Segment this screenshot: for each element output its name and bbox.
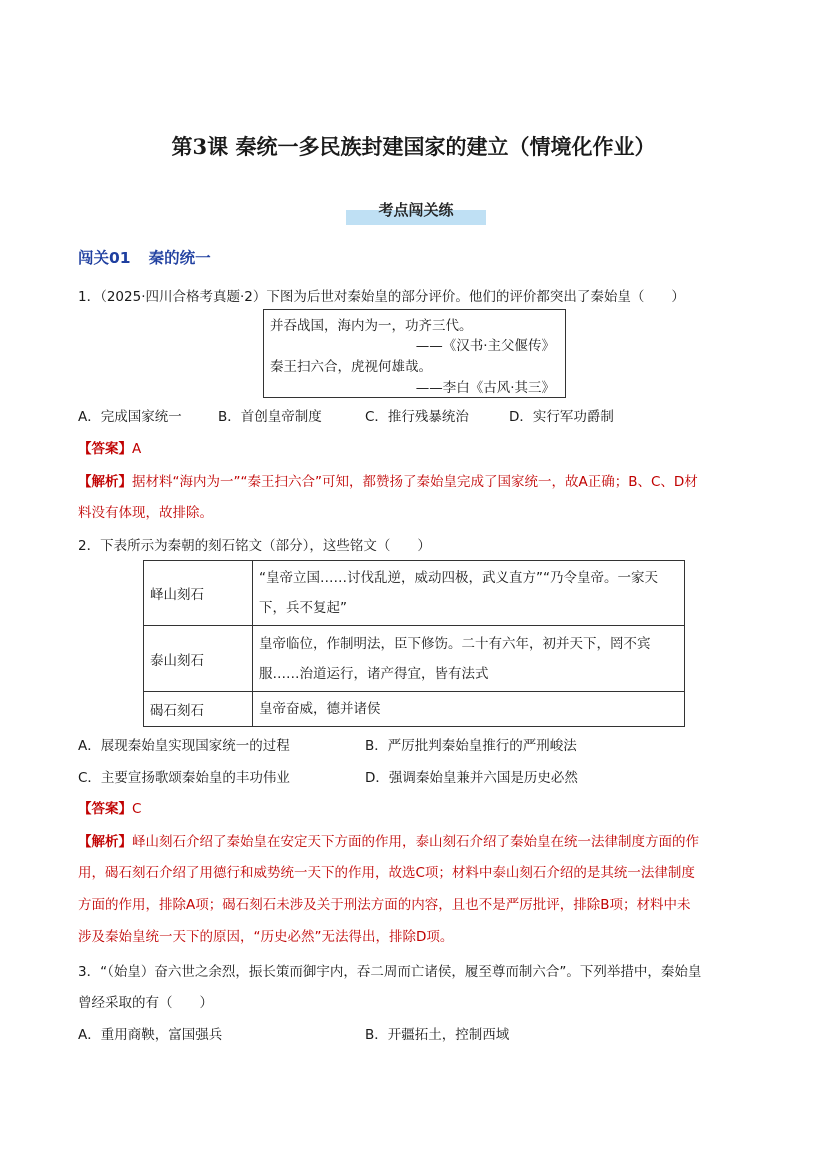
q2-option-d: D．强调秦始皇兼并六国是历史必然	[365, 770, 578, 786]
q1-source-2: ——李白《古风·其三》	[415, 380, 555, 396]
q2-analysis-line-1	[78, 830, 699, 850]
q1-option-b: B．首创皇帝制度	[218, 409, 322, 425]
q3-option-a: A．重用商鞅，富国强兵	[78, 1027, 223, 1043]
q1-quote-2: 秦王扫六合，虎视何雄哉。	[270, 359, 432, 375]
q3-stem-line-1: 3．“（始皇）奋六世之余烈，振长策而御宇内，吞二周而亡诸侯，履至尊而制六合”。下列举措中，秦始皇	[78, 964, 702, 980]
table-cell-text: “皇帝立国……讨伐乱逆，威动四极，武义直方”“乃令皇帝。一家天下，兵不复起”	[253, 561, 685, 626]
q1-option-d: D．实行军功爵制	[509, 409, 614, 425]
q1-analysis-line-1	[78, 470, 698, 490]
table-cell-name: 泰山刻石	[144, 626, 253, 692]
table-row	[144, 692, 685, 727]
q2-analysis-label: 【解析】	[78, 834, 132, 850]
q2-analysis-line-4: 涉及秦始皇统一天下的原因，“历史必然”无法得出，排除D项。	[78, 929, 454, 945]
table-cell-name: 峄山刻石	[144, 561, 253, 626]
q2-option-b: B．严厉批判秦始皇推行的严刑峻法	[365, 738, 577, 754]
section-heading	[78, 246, 211, 268]
q1-answer-value: A	[132, 441, 142, 457]
q2-analysis-text-1: 峄山刻石介绍了秦始皇在安定天下方面的作用，泰山刻石介绍了秦始皇在统一法律制度方面的作	[132, 834, 699, 850]
q2-analysis-line-2: 用，碣石刻石介绍了用德行和威势统一天下的作用，故选C项；材料中泰山刻石介绍的是其统一法律制度	[78, 865, 695, 881]
q2-analysis-line-3: 方面的作用，排除A项；碣石刻石未涉及关于刑法方面的内容，且也不是严厉批评，排除B项；材料中未	[78, 897, 691, 913]
q1-analysis-text-1: 据材料“海内为一”“秦王扫六合”可知，都赞扬了秦始皇完成了国家统一，故A正确；B、C、D材	[132, 474, 698, 490]
q2-answer-value: C	[132, 801, 142, 817]
q1-source-1: ——《汉书·主父偃传》	[415, 338, 555, 354]
banner-text: 考点闯关练	[378, 201, 454, 219]
q2-stem: 2．下表所示为秦朝的刻石铭文（部分），这些铭文（ ）	[78, 538, 431, 554]
q3-stem-line-2: 曾经采取的有（ ）	[78, 995, 213, 1011]
section-banner	[346, 199, 486, 225]
section-number: 闯关01	[78, 249, 131, 267]
q1-stem: 1．（2025·四川合格考真题·2）下图为后世对秦始皇的部分评价。他们的评价都突出了秦始皇（ ）	[78, 289, 685, 305]
section-name: 秦的统一	[148, 249, 211, 267]
q1-option-c: C．推行残暴统治	[365, 409, 469, 425]
q1-analysis-line-2: 料没有体现，故排除。	[78, 505, 213, 521]
q1-quote-1: 并吞战国，海内为一，功齐三代。	[270, 318, 473, 334]
table-row	[144, 561, 685, 626]
q2-option-a: A．展现秦始皇实现国家统一的过程	[78, 738, 290, 754]
table-cell-text: 皇帝奋威，德并诸侯	[253, 692, 685, 727]
q2-inscription-table	[143, 560, 685, 727]
q1-quote-box	[263, 309, 566, 398]
q1-answer-label: 【答案】	[78, 441, 132, 457]
q2-answer-label: 【答案】	[78, 801, 132, 817]
q1-answer	[78, 437, 141, 457]
page-title: 第3课 秦统一多民族封建国家的建立（情境化作业）	[171, 134, 656, 159]
table-cell-text: 皇帝临位，作制明法，臣下修饬。二十有六年，初并天下，罔不宾服……治道运行，诸产得宜，皆有法式	[253, 626, 685, 692]
q1-option-a: A．完成国家统一	[78, 409, 182, 425]
q2-answer	[78, 797, 141, 817]
table-cell-name: 碣石刻石	[144, 692, 253, 727]
q1-analysis-label: 【解析】	[78, 474, 132, 490]
q3-option-b: B．开疆拓土，控制西域	[365, 1027, 510, 1043]
table-row	[144, 626, 685, 692]
q2-option-c: C．主要宣扬歌颂秦始皇的丰功伟业	[78, 770, 290, 786]
